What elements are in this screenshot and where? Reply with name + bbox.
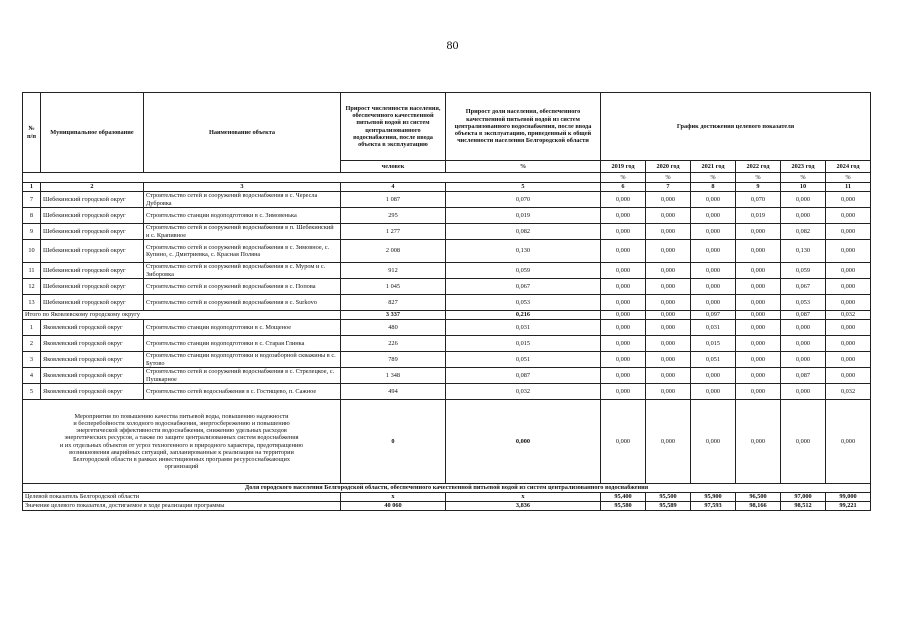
row-year-value: 0,000 — [646, 352, 691, 368]
measures-year-value: 0,000 — [781, 400, 826, 484]
achieved-year-value: 95,589 — [646, 502, 691, 511]
target-year-value: 97,000 — [781, 493, 826, 502]
subtotal-year-value: 0,087 — [781, 311, 826, 320]
measures-year-value: 0,000 — [646, 400, 691, 484]
target-year-value: 96,500 — [736, 493, 781, 502]
target-row — [23, 493, 871, 502]
row-year-value: 0,053 — [781, 295, 826, 311]
row-year-value: 0,000 — [691, 295, 736, 311]
measures-row — [23, 400, 871, 484]
share-header: Доля городского населения Белгородской области, обеспеченного качественной питьевой водой из систем централизованного водоснабжения — [23, 484, 871, 493]
row-object: Строительство станции водоподготовки в с. Зимовенька — [144, 208, 341, 224]
measures-line: энергетических ресурсов, а также по защите централизованных систем водоснабжения — [64, 434, 299, 442]
row-municipality: Яковлевский городской округ — [41, 352, 144, 368]
measures-line: и их отдельных объектов от угроз техногенного и природного характера, предотвращению — [59, 441, 304, 449]
row-people: 1 277 — [341, 224, 446, 240]
row-year-value: 0,130 — [781, 240, 826, 263]
row-number: 8 — [23, 208, 41, 224]
row-people: 1 348 — [341, 368, 446, 384]
year-2023: 2023 год — [781, 161, 826, 173]
row-number: 3 — [23, 352, 41, 368]
row-year-value: 0,000 — [646, 279, 691, 295]
achieved-pct: 3,836 — [446, 502, 601, 511]
row-year-value: 0,000 — [646, 192, 691, 208]
row-year-value: 0,000 — [691, 368, 736, 384]
row-year-value: 0,000 — [601, 352, 646, 368]
subtotal-row — [23, 311, 871, 320]
achieved-year-value: 98,512 — [781, 502, 826, 511]
target-pct: x — [446, 493, 601, 502]
achieved-year-value: 99,221 — [826, 502, 871, 511]
row-municipality: Яковлевский городской округ — [41, 336, 144, 352]
row-year-value: 0,000 — [826, 368, 871, 384]
row-year-value: 0,000 — [691, 208, 736, 224]
row-object: Строительство сетей и сооружений водоснабжения в с. Муром и с. Зиборовка — [144, 263, 341, 279]
row-year-value: 0,000 — [601, 192, 646, 208]
row-object: Строительство сетей и сооружений водоснабжения в с. Зимовное, с. Купино, с. Дмитриевка, с. Красная Поляна — [144, 240, 341, 263]
row-year-value: 0,000 — [736, 295, 781, 311]
row-year-value: 0,000 — [601, 336, 646, 352]
row-year-value: 0,000 — [691, 224, 736, 240]
row-people: 789 — [341, 352, 446, 368]
unit-year: % — [736, 173, 781, 183]
measures-line: организаций — [164, 463, 199, 471]
row-pct: 0,051 — [446, 352, 601, 368]
subtotal-pct: 0,216 — [446, 311, 601, 320]
row-year-value: 0,000 — [826, 208, 871, 224]
year-2021: 2021 год — [691, 161, 736, 173]
row-year-value: 0,000 — [826, 336, 871, 352]
units-spacer — [23, 173, 601, 183]
row-pct: 0,059 — [446, 263, 601, 279]
header-unit-people: человек — [341, 161, 446, 173]
unit-year: % — [826, 173, 871, 183]
row-people: 2 008 — [341, 240, 446, 263]
row-year-value: 0,000 — [781, 192, 826, 208]
measures-line: Белгородской области в рамках инвестиционных программ ресурсоснабжающих — [73, 455, 290, 463]
row-pct: 0,067 — [446, 279, 601, 295]
row-pct: 0,087 — [446, 368, 601, 384]
measures-line: энергетической эффективности водоснабжения, снижению удельных расходов — [76, 427, 287, 435]
row-people: 827 — [341, 295, 446, 311]
measures-year-value: 0,000 — [601, 400, 646, 484]
column-number: 8 — [691, 183, 736, 192]
row-pct: 0,031 — [446, 320, 601, 336]
row-year-value: 0,000 — [826, 295, 871, 311]
row-object: Строительство станции водоподготовки в с. Старая Глинка — [144, 336, 341, 352]
row-pct: 0,053 — [446, 295, 601, 311]
achieved-year-value: 97,593 — [691, 502, 736, 511]
table-row — [23, 240, 871, 263]
achieved-label: Значение целевого показателя, достигаемое в ходе реализации программы — [23, 502, 341, 511]
row-people: 1 087 — [341, 192, 446, 208]
row-year-value: 0,000 — [691, 263, 736, 279]
row-year-value: 0,000 — [601, 320, 646, 336]
achieved-row — [23, 502, 871, 511]
column-number: 11 — [826, 183, 871, 192]
measures-line: и бесперебойности холодного водоснабжения, энергосбережению и повышению — [73, 419, 290, 427]
subtotal-label: Итого по Яковлевскому городскому округу — [23, 311, 341, 320]
table-row — [23, 208, 871, 224]
row-year-value: 0,000 — [826, 263, 871, 279]
measures-year-value: 0,000 — [826, 400, 871, 484]
header-row — [23, 93, 871, 161]
row-year-value: 0,082 — [781, 224, 826, 240]
column-number: 4 — [341, 183, 446, 192]
row-object: Строительство сетей и сооружений водоснабжения в с. Surkovo — [144, 295, 341, 311]
column-number: 9 — [736, 183, 781, 192]
year-2020: 2020 год — [646, 161, 691, 173]
row-people: 295 — [341, 208, 446, 224]
row-people: 1 045 — [341, 279, 446, 295]
row-number: 12 — [23, 279, 41, 295]
row-people: 912 — [341, 263, 446, 279]
header-pop-growth: Прирост численности населения, обеспеченного качественной питьевой водой из систем централизованного водоснабжения, после ввода объекта в эксплуатацию — [341, 93, 446, 161]
row-people: 480 — [341, 320, 446, 336]
measures-line: Мероприятия по повышению качества питьевой воды, повышению надежности — [74, 412, 289, 420]
subtotal-year-value: 0,032 — [826, 311, 871, 320]
table-row — [23, 295, 871, 311]
row-year-value: 0,000 — [736, 279, 781, 295]
target-label: Целевой показатель Белгородской области — [23, 493, 341, 502]
row-year-value: 0,000 — [646, 208, 691, 224]
row-pct: 0,032 — [446, 384, 601, 400]
column-number: 3 — [144, 183, 341, 192]
row-number: 5 — [23, 384, 41, 400]
row-year-value: 0,000 — [781, 336, 826, 352]
row-year-value: 0,000 — [691, 192, 736, 208]
column-number: 2 — [41, 183, 144, 192]
row-year-value: 0,000 — [601, 384, 646, 400]
row-number: 9 — [23, 224, 41, 240]
column-number: 6 — [601, 183, 646, 192]
column-number: 1 — [23, 183, 41, 192]
row-year-value: 0,000 — [781, 352, 826, 368]
target-people: x — [341, 493, 446, 502]
row-year-value: 0,000 — [601, 240, 646, 263]
measures-year-value: 0,000 — [691, 400, 736, 484]
row-number: 11 — [23, 263, 41, 279]
row-year-value: 0,000 — [736, 224, 781, 240]
row-object: Строительство станции водоподготовки в с. Мощеное — [144, 320, 341, 336]
header-share-growth: Прирост доли населения, обеспеченного качественной питьевой водой из систем централизованного водоснабжения, после ввода объекта в эксплуатацию, приведенный к общей численности населения Белгородской области — [446, 93, 601, 161]
achieved-year-value: 95,580 — [601, 502, 646, 511]
row-year-value: 0,059 — [781, 263, 826, 279]
row-municipality: Шебекинский городской округ — [41, 240, 144, 263]
row-year-value: 0,000 — [646, 368, 691, 384]
target-indicator-table — [22, 92, 871, 511]
header-num: № п/п — [23, 93, 41, 173]
row-year-value: 0,000 — [646, 240, 691, 263]
target-year-value: 95,900 — [691, 493, 736, 502]
measures-line: возникновения аварийных ситуаций, запланированные к реализации на территории — [69, 448, 294, 456]
row-year-value: 0,000 — [826, 320, 871, 336]
row-year-value: 0,019 — [736, 208, 781, 224]
year-2019: 2019 год — [601, 161, 646, 173]
row-year-value: 0,000 — [781, 208, 826, 224]
row-object: Строительство сетей и сооружений водоснабжения в с. Стрелецкое, с. Пушкарное — [144, 368, 341, 384]
row-year-value: 0,000 — [601, 295, 646, 311]
row-year-value: 0,000 — [646, 224, 691, 240]
table-row — [23, 384, 871, 400]
row-year-value: 0,000 — [691, 279, 736, 295]
row-year-value: 0,000 — [826, 224, 871, 240]
table-row — [23, 263, 871, 279]
row-pct: 0,130 — [446, 240, 601, 263]
row-number: 10 — [23, 240, 41, 263]
table-row — [23, 336, 871, 352]
achieved-year-value: 98,166 — [736, 502, 781, 511]
row-municipality: Яковлевский городской округ — [41, 384, 144, 400]
header-unit-pct: % — [446, 161, 601, 173]
row-year-value: 0,000 — [736, 320, 781, 336]
measures-pct: 0,000 — [446, 400, 601, 484]
row-municipality: Шебекинский городской округ — [41, 208, 144, 224]
row-year-value: 0,000 — [826, 352, 871, 368]
row-year-value: 0,000 — [736, 336, 781, 352]
row-year-value: 0,000 — [826, 240, 871, 263]
row-year-value: 0,000 — [826, 192, 871, 208]
target-year-value: 95,400 — [601, 493, 646, 502]
units-row — [23, 173, 871, 183]
subtotal-year-value: 0,000 — [646, 311, 691, 320]
row-number: 2 — [23, 336, 41, 352]
row-municipality: Шебекинский городской округ — [41, 224, 144, 240]
row-number: 7 — [23, 192, 41, 208]
header-object: Наименование объекта — [144, 93, 341, 173]
row-year-value: 0,000 — [646, 295, 691, 311]
row-people: 494 — [341, 384, 446, 400]
row-year-value: 0,087 — [781, 368, 826, 384]
table-row — [23, 279, 871, 295]
measures-year-value: 0,000 — [736, 400, 781, 484]
row-year-value: 0,000 — [601, 263, 646, 279]
row-year-value: 0,000 — [691, 384, 736, 400]
row-year-value: 0,000 — [736, 263, 781, 279]
row-year-value: 0,000 — [646, 263, 691, 279]
row-municipality: Шебекинский городской округ — [41, 192, 144, 208]
achieved-people: 40 060 — [341, 502, 446, 511]
row-year-value: 0,000 — [736, 240, 781, 263]
table-row — [23, 320, 871, 336]
row-year-value: 0,032 — [826, 384, 871, 400]
unit-year: % — [601, 173, 646, 183]
measures-people: 0 — [341, 400, 446, 484]
row-year-value: 0,000 — [601, 224, 646, 240]
share-header-row — [23, 484, 871, 493]
row-people: 226 — [341, 336, 446, 352]
row-year-value: 0,070 — [736, 192, 781, 208]
row-year-value: 0,031 — [691, 320, 736, 336]
row-object: Строительство сетей и сооружений водоснабжения в с. Попова — [144, 279, 341, 295]
row-pct: 0,015 — [446, 336, 601, 352]
row-year-value: 0,000 — [601, 279, 646, 295]
year-2022: 2022 год — [736, 161, 781, 173]
page-number: 80 — [446, 38, 459, 52]
subtotal-year-value: 0,000 — [736, 311, 781, 320]
row-year-value: 0,015 — [691, 336, 736, 352]
row-pct: 0,082 — [446, 224, 601, 240]
row-year-value: 0,067 — [781, 279, 826, 295]
year-2024: 2024 год — [826, 161, 871, 173]
measures-description — [23, 400, 341, 484]
subtotal-people: 3 337 — [341, 311, 446, 320]
row-municipality: Шебекинский городской округ — [41, 295, 144, 311]
subtotal-year-value: 0,000 — [601, 311, 646, 320]
row-pct: 0,019 — [446, 208, 601, 224]
row-number: 13 — [23, 295, 41, 311]
row-year-value: 0,000 — [736, 384, 781, 400]
row-year-value: 0,000 — [601, 208, 646, 224]
row-year-value: 0,000 — [601, 368, 646, 384]
column-number: 7 — [646, 183, 691, 192]
column-number: 5 — [446, 183, 601, 192]
header-municipality: Муниципальное образование — [41, 93, 144, 173]
row-year-value: 0,000 — [781, 320, 826, 336]
row-number: 1 — [23, 320, 41, 336]
target-year-value: 99,000 — [826, 493, 871, 502]
row-municipality: Шебекинский городской округ — [41, 263, 144, 279]
row-object: Строительство станции водоподготовки и водозаборной скважины в с. Бутово — [144, 352, 341, 368]
unit-year: % — [691, 173, 736, 183]
unit-year: % — [781, 173, 826, 183]
column-number: 10 — [781, 183, 826, 192]
table-row — [23, 192, 871, 208]
row-object: Строительство сетей водоснабжения в с. Гостищево, п. Сажное — [144, 384, 341, 400]
row-year-value: 0,000 — [736, 352, 781, 368]
row-municipality: Яковлевский городской округ — [41, 320, 144, 336]
row-year-value: 0,000 — [736, 368, 781, 384]
row-year-value: 0,000 — [646, 384, 691, 400]
row-number: 4 — [23, 368, 41, 384]
row-object: Строительство сетей и сооружений водоснабжения в с. Чересла Дубровка — [144, 192, 341, 208]
row-year-value: 0,000 — [826, 279, 871, 295]
row-municipality: Яковлевский городской округ — [41, 368, 144, 384]
row-year-value: 0,000 — [691, 240, 736, 263]
table-row — [23, 224, 871, 240]
column-numbers-row — [23, 183, 871, 192]
table-row — [23, 368, 871, 384]
row-object: Строительство сетей и сооружений водоснабжения в п. Шебекинский и с. Крапивное — [144, 224, 341, 240]
table-row — [23, 352, 871, 368]
target-year-value: 95,500 — [646, 493, 691, 502]
row-year-value: 0,051 — [691, 352, 736, 368]
row-pct: 0,070 — [446, 192, 601, 208]
subtotal-year-value: 0,097 — [691, 311, 736, 320]
row-year-value: 0,000 — [781, 384, 826, 400]
header-schedule: График достижения целевого показателя — [601, 93, 871, 161]
unit-year: % — [646, 173, 691, 183]
row-year-value: 0,000 — [646, 336, 691, 352]
row-year-value: 0,000 — [646, 320, 691, 336]
row-municipality: Шебекинский городской округ — [41, 279, 144, 295]
